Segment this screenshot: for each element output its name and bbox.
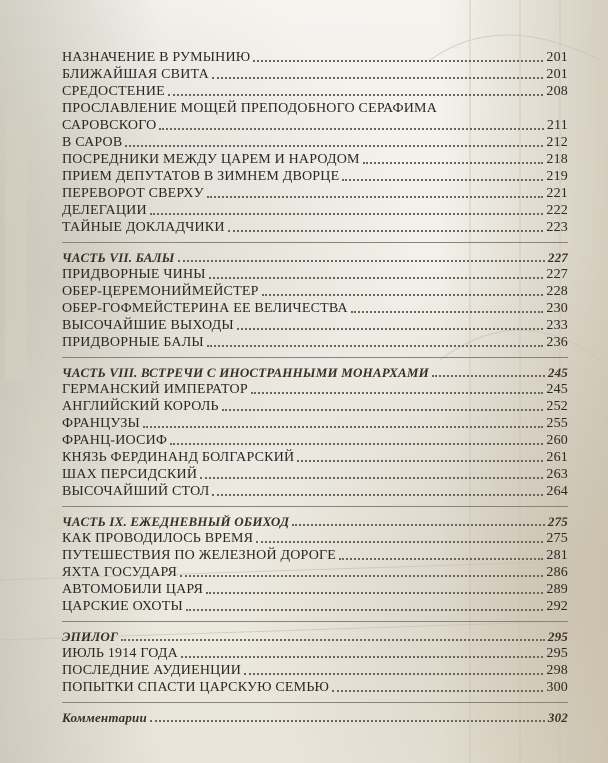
toc-entry-title: ЯХТА ГОСУДАРЯ xyxy=(62,565,178,580)
toc-entry[interactable] xyxy=(62,645,568,662)
toc-entry[interactable] xyxy=(62,415,568,432)
toc-entry[interactable] xyxy=(62,317,568,334)
toc-page-number: 201 xyxy=(546,50,568,65)
toc-entry[interactable] xyxy=(62,547,568,564)
dot-leader xyxy=(292,523,545,526)
toc-entry[interactable] xyxy=(62,483,568,500)
toc-entry-title: ЭПИЛОГ xyxy=(62,629,119,644)
toc-entry[interactable] xyxy=(62,466,568,483)
toc-entry[interactable] xyxy=(62,266,568,283)
toc-entry[interactable] xyxy=(62,432,568,449)
dot-leader xyxy=(207,195,544,198)
toc-page-number: 255 xyxy=(546,416,568,431)
toc-entry[interactable] xyxy=(62,598,568,615)
dot-leader xyxy=(209,276,544,279)
dot-leader xyxy=(206,591,543,594)
toc-entry[interactable] xyxy=(62,151,568,168)
toc-section xyxy=(62,702,568,726)
toc-entry-title: КАК ПРОВОДИЛОСЬ ВРЕМЯ xyxy=(62,531,254,546)
toc-entry-title: ПОСРЕДНИКИ МЕЖДУ ЦАРЕМ И НАРОДОМ xyxy=(62,152,360,167)
toc-entry-title: ПРИДВОРНЫЕ ЧИНЫ xyxy=(62,267,206,282)
toc-page-number: 275 xyxy=(547,514,568,529)
dot-leader xyxy=(150,719,545,722)
dot-leader xyxy=(200,476,543,479)
toc-entry[interactable] xyxy=(62,381,568,398)
dot-leader xyxy=(178,259,545,262)
dot-leader xyxy=(332,689,543,692)
toc-section xyxy=(62,621,568,696)
toc-entry[interactable] xyxy=(62,679,568,696)
dot-leader xyxy=(121,638,545,641)
toc-page-number: 227 xyxy=(547,250,568,265)
toc-entry-title: АНГЛИЙСКИЙ КОРОЛЬ xyxy=(62,399,219,414)
toc-entry-title: НАЗНАЧЕНИЕ В РУМЫНИЮ xyxy=(62,50,251,65)
dot-leader xyxy=(363,161,544,164)
toc-part-heading[interactable] xyxy=(62,249,568,266)
section-divider xyxy=(62,702,568,703)
toc-entry[interactable] xyxy=(62,117,568,134)
toc-page-number: 211 xyxy=(546,118,568,133)
table-of-contents xyxy=(62,49,568,726)
toc-entry-title: ПУТЕШЕСТВИЯ ПО ЖЕЛЕЗНОЙ ДОРОГЕ xyxy=(62,548,337,563)
toc-entry-title: ЦАРСКИЕ ОХОТЫ xyxy=(62,599,183,614)
toc-entry-title: ЧАСТЬ VIII. ВСТРЕЧИ С ИНОСТРАННЫМИ МОНАРХАМИ xyxy=(62,365,429,380)
toc-page-number: 295 xyxy=(546,646,568,661)
toc-page-number: 228 xyxy=(546,284,568,299)
toc-entry-title: ФРАНЦ-ИОСИФ xyxy=(62,433,168,448)
toc-entry[interactable] xyxy=(62,662,568,679)
toc-entry[interactable] xyxy=(62,49,568,66)
toc-part-heading[interactable] xyxy=(62,628,568,645)
toc-page-number: 245 xyxy=(547,365,568,380)
section-divider xyxy=(62,621,568,622)
toc-entry-title: ПЕРЕВОРОТ СВЕРХУ xyxy=(62,186,204,201)
dot-leader xyxy=(339,557,543,560)
dot-leader xyxy=(125,144,543,147)
toc-entry[interactable] xyxy=(62,134,568,151)
toc-entry-title: САРОВСКОГО xyxy=(62,118,157,133)
toc-page-number: 227 xyxy=(546,267,568,282)
dot-leader xyxy=(297,459,543,462)
toc-page-number: 221 xyxy=(546,186,568,201)
dot-leader xyxy=(256,540,543,543)
toc-entry-title: ГЕРМАНСКИЙ ИМПЕРАТОР xyxy=(62,382,248,397)
toc-page-number: 218 xyxy=(546,152,568,167)
toc-section xyxy=(62,506,568,615)
toc-entry-title: СРЕДОСТЕНИЕ xyxy=(62,84,165,99)
toc-page-number: 295 xyxy=(547,629,568,644)
toc-page-number: 286 xyxy=(546,565,568,580)
toc-part-heading[interactable] xyxy=(62,513,568,530)
dot-leader xyxy=(253,59,543,62)
toc-entry-title: В САРОВ xyxy=(62,135,123,150)
toc-entry[interactable] xyxy=(62,83,568,100)
dot-leader xyxy=(251,391,544,394)
toc-entry-title: АВТОМОБИЛИ ЦАРЯ xyxy=(62,582,204,597)
toc-page-number: 252 xyxy=(546,399,568,414)
toc-entry-title: ТАЙНЫЕ ДОКЛАДЧИКИ xyxy=(62,220,225,235)
toc-page-number: 233 xyxy=(546,318,568,333)
toc-part-heading[interactable] xyxy=(62,364,568,381)
toc-entry[interactable] xyxy=(62,283,568,300)
toc-page-number: 219 xyxy=(546,169,568,184)
toc-page-number: 236 xyxy=(546,335,568,350)
dot-leader xyxy=(342,178,543,181)
dot-leader xyxy=(168,93,543,96)
dot-leader xyxy=(180,574,543,577)
toc-entry-title: ВЫСОЧАЙШИЙ СТОЛ xyxy=(62,484,210,499)
toc-section xyxy=(62,49,568,236)
dot-leader xyxy=(159,127,543,130)
toc-page-number: 264 xyxy=(546,484,568,499)
toc-entry-title: ПОПЫТКИ СПАСТИ ЦАРСКУЮ СЕМЬЮ xyxy=(62,680,330,695)
dot-leader xyxy=(143,425,543,428)
toc-part-heading[interactable] xyxy=(62,709,568,726)
toc-page-number: 289 xyxy=(546,582,568,597)
toc-entry[interactable] xyxy=(62,398,568,415)
dot-leader xyxy=(228,229,544,232)
dot-leader xyxy=(181,655,543,658)
toc-entry[interactable] xyxy=(62,66,568,83)
toc-page-number: 212 xyxy=(546,135,568,150)
toc-page-number: 298 xyxy=(546,663,568,678)
dot-leader xyxy=(237,327,544,330)
toc-entry[interactable] xyxy=(62,185,568,202)
section-divider xyxy=(62,242,568,243)
toc-page-number: 230 xyxy=(546,301,568,316)
toc-entry-title: ВЫСОЧАЙШИЕ ВЫХОДЫ xyxy=(62,318,234,333)
dot-leader xyxy=(170,442,543,445)
toc-entry-title: ОБЕР-ЦЕРЕМОНИЙМЕЙСТЕР xyxy=(62,284,259,299)
toc-entry[interactable] xyxy=(62,219,568,236)
toc-entry[interactable] xyxy=(62,449,568,466)
toc-entry[interactable] xyxy=(62,202,568,219)
toc-entry-title: ШАХ ПЕРСИДСКИЙ xyxy=(62,467,198,482)
dot-leader xyxy=(351,310,544,313)
toc-entry[interactable] xyxy=(62,530,568,547)
toc-entry-title: ПРИДВОРНЫЕ БАЛЫ xyxy=(62,335,204,350)
toc-entry[interactable] xyxy=(62,168,568,185)
toc-page-number: 281 xyxy=(546,548,568,563)
toc-entry[interactable] xyxy=(62,581,568,598)
dot-leader xyxy=(262,293,544,296)
dot-leader xyxy=(244,672,543,675)
toc-page-number: 292 xyxy=(546,599,568,614)
dot-leader xyxy=(212,493,543,496)
section-divider xyxy=(62,357,568,358)
dot-leader xyxy=(207,344,544,347)
toc-page-number: 275 xyxy=(546,531,568,546)
toc-entry-title: Комментарии xyxy=(62,710,147,725)
section-divider xyxy=(62,506,568,507)
dot-leader xyxy=(186,608,543,611)
toc-entry-title: КНЯЗЬ ФЕРДИНАНД БОЛГАРСКИЙ xyxy=(62,450,295,465)
toc-page-number: 208 xyxy=(546,84,568,99)
dot-leader xyxy=(432,374,545,377)
toc-entry-title: БЛИЖАЙШАЯ СВИТА xyxy=(62,67,209,82)
toc-page-number: 245 xyxy=(546,382,568,397)
toc-page-number: 263 xyxy=(546,467,568,482)
toc-entry[interactable] xyxy=(62,100,568,117)
toc-entry[interactable] xyxy=(62,334,568,351)
toc-entry-title: ОБЕР-ГОФМЕЙСТЕРИНА ЕЕ ВЕЛИЧЕСТВА xyxy=(62,301,348,316)
toc-entry[interactable] xyxy=(62,564,568,581)
toc-entry-title: ПРОСЛАВЛЕНИЕ МОЩЕЙ ПРЕПОДОБНОГО СЕРАФИМА xyxy=(62,101,438,116)
toc-entry-title: ДЕЛЕГАЦИИ xyxy=(62,203,147,218)
toc-entry-title: ФРАНЦУЗЫ xyxy=(62,416,140,431)
toc-page-number: 223 xyxy=(546,220,568,235)
toc-entry[interactable] xyxy=(62,300,568,317)
toc-entry-title: ЧАСТЬ IX. ЕЖЕДНЕВНЫЙ ОБИХОД xyxy=(62,514,290,529)
toc-page-number: 302 xyxy=(547,710,568,725)
dot-leader xyxy=(150,212,544,215)
dot-leader xyxy=(212,76,544,79)
toc-section xyxy=(62,357,568,500)
toc-page-number: 300 xyxy=(546,680,568,695)
toc-page-number: 261 xyxy=(546,450,568,465)
dot-leader xyxy=(222,408,544,411)
toc-entry-title: ПРИЕМ ДЕПУТАТОВ В ЗИМНЕМ ДВОРЦЕ xyxy=(62,169,340,184)
toc-page-number: 201 xyxy=(546,67,568,82)
toc-entry-title: ИЮЛЬ 1914 ГОДА xyxy=(62,646,178,661)
toc-section xyxy=(62,242,568,351)
toc-page-number: 260 xyxy=(546,433,568,448)
toc-entry-title: ПОСЛЕДНИЕ АУДИЕНЦИИ xyxy=(62,663,242,678)
toc-entry-title: ЧАСТЬ VII. БАЛЫ xyxy=(62,250,175,265)
toc-page-number: 222 xyxy=(546,203,568,218)
